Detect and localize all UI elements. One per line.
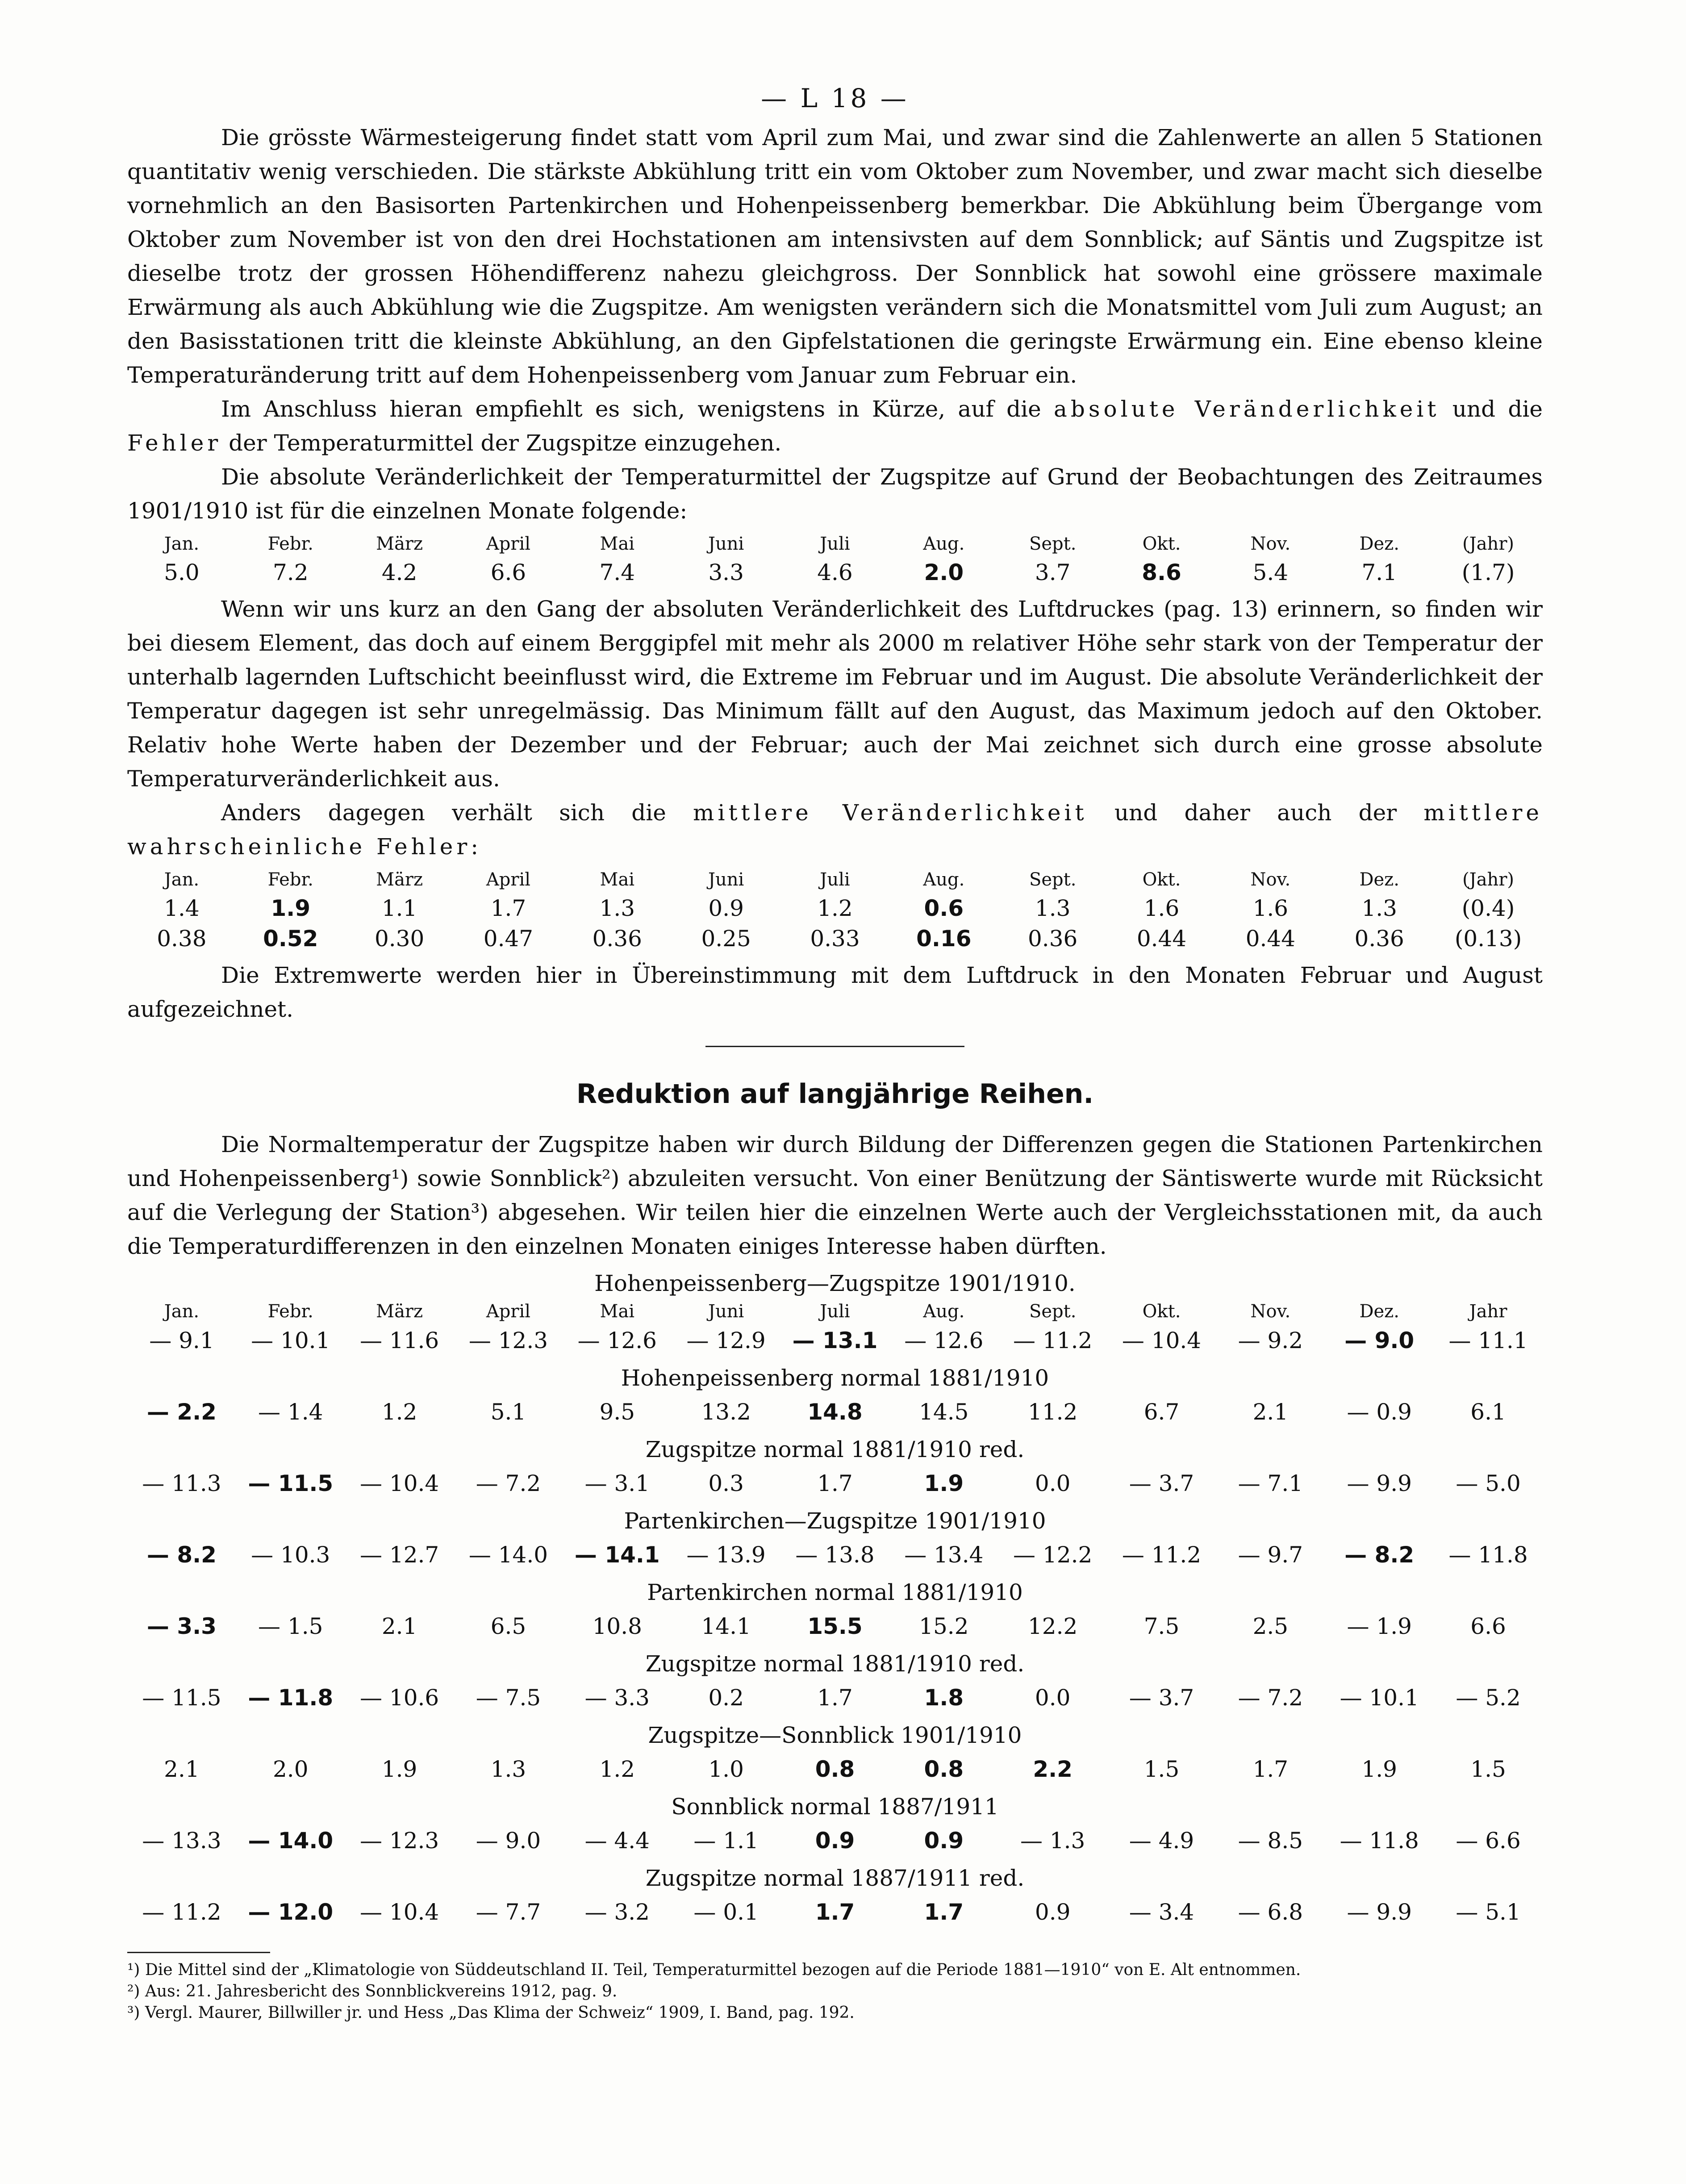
reduction-table: [127, 1823, 1543, 1858]
section-title: Reduktion auf langjährige Reihen.: [576, 1078, 1094, 1110]
paragraph-2: [127, 392, 1543, 460]
table-cell: — 3.3: [146, 1613, 217, 1639]
table-row: [127, 1609, 1543, 1644]
table-cell: 0.38: [157, 926, 207, 952]
table-caption: Zugspitze normal 1887/1911 red.: [645, 1865, 1025, 1891]
table-cell: — 3.7: [1129, 1470, 1194, 1496]
table-cell: 1.7: [815, 1899, 855, 1925]
paragraph-3: Die absolute Veränderlichkeit der Temperaturmittel der Zugspitze auf Grund der Beobachtungen des Zeitraumes 1901/1910 ist für die einzelnen Monate folgende:: [127, 464, 1543, 524]
table-cell: — 11.5: [248, 1470, 334, 1496]
table-cell: — 4.4: [584, 1828, 650, 1854]
table-cell: 0.3: [708, 1470, 744, 1496]
table-cell: — 10.4: [359, 1899, 439, 1925]
table-cell: 2.0: [924, 560, 964, 585]
table-cell: 0.25: [701, 926, 751, 952]
spaced-term-probable-error: mittlere wahrscheinliche Fehler: [127, 800, 1543, 860]
table-cell: — 12.2: [1013, 1542, 1093, 1568]
table-cell: 1.7: [1252, 1756, 1289, 1782]
table-cell: 4.6: [817, 560, 853, 585]
table-cell: 13.2: [701, 1399, 751, 1425]
table-cell: 0.9: [924, 1828, 964, 1854]
paragraph-2-mid: und die: [1440, 396, 1543, 422]
table-cell: — 7.7: [476, 1899, 541, 1925]
table-cell: — 14.0: [468, 1542, 548, 1568]
month-header: Jan.: [164, 1301, 200, 1322]
table-cell: — 11.6: [359, 1328, 439, 1353]
month-header: (Jahr): [1462, 534, 1515, 554]
paragraph-2-pre: Im Anschluss hieran empfiehlt es sich, wenigstens in Kürze, auf die: [221, 396, 1054, 422]
table-cell: 6.6: [1470, 1613, 1506, 1639]
month-header: Febr.: [267, 869, 313, 890]
table-cell: — 13.8: [795, 1542, 875, 1568]
table-cell: — 4.9: [1129, 1828, 1194, 1854]
spaced-term-absolute-variability: absolute Veränderlichkeit: [1054, 396, 1440, 422]
reduction-table: [127, 1537, 1543, 1572]
table-cell: — 9.7: [1238, 1542, 1303, 1568]
table-cell: — 3.1: [584, 1470, 650, 1496]
table-cell: — 9.0: [476, 1828, 541, 1854]
table-cell: — 1.3: [1020, 1828, 1085, 1854]
table-cell: — 11.8: [248, 1685, 334, 1711]
table-cell: — 11.1: [1448, 1328, 1528, 1353]
table-cell: 10.8: [592, 1613, 642, 1639]
table-cell: 1.9: [271, 895, 311, 921]
table-cell: 1.3: [599, 895, 635, 921]
table-cell: 14.5: [919, 1399, 969, 1425]
table-cell: 9.5: [599, 1399, 635, 1425]
month-header: Dez.: [1359, 1301, 1399, 1322]
reduction-table: [127, 1895, 1543, 1929]
month-header: Juli: [820, 869, 850, 890]
month-header: Aug.: [923, 534, 965, 554]
month-header: Sept.: [1029, 869, 1077, 890]
table-row: [127, 1537, 1543, 1572]
table-cell: 7.5: [1143, 1613, 1180, 1639]
table-cell: 1.8: [924, 1685, 964, 1711]
table-cell: — 1.1: [693, 1828, 759, 1854]
table-cell: — 11.2: [142, 1899, 221, 1925]
month-header: Juni: [708, 1301, 744, 1322]
month-header: Febr.: [267, 534, 313, 554]
month-header: Okt.: [1142, 869, 1181, 890]
month-header: März: [376, 534, 423, 554]
table-cell: 4.2: [381, 560, 417, 585]
table-cell: 0.8: [815, 1756, 855, 1782]
table-cell: — 11.8: [1448, 1542, 1528, 1568]
table-cell: — 11.2: [1122, 1542, 1202, 1568]
table-cell: 1.3: [1035, 895, 1071, 921]
table-cell: — 11.8: [1340, 1828, 1419, 1854]
table-cell: — 8.2: [146, 1542, 217, 1568]
table-cell: (0.4): [1461, 895, 1515, 921]
footnotes: [127, 1959, 1543, 2024]
table-cell: 0.36: [1028, 926, 1078, 952]
table-cell: — 11.5: [142, 1685, 221, 1711]
month-header: Sept.: [1029, 1301, 1077, 1322]
reduction-table: [127, 1300, 1543, 1358]
table-cell: 1.7: [817, 1685, 853, 1711]
table-cell: 3.7: [1035, 560, 1071, 585]
table-row: [127, 1395, 1543, 1429]
table-cell: 6.1: [1470, 1399, 1506, 1425]
table-cell: 0.30: [374, 926, 425, 952]
table-caption: Zugspitze normal 1881/1910 red.: [645, 1651, 1025, 1677]
table-cell: 7.1: [1361, 560, 1397, 585]
month-header: Mai: [600, 1301, 635, 1322]
table-cell: 0.36: [592, 926, 642, 952]
table-cell: — 3.4: [1129, 1899, 1194, 1925]
table-cell: 7.4: [599, 560, 635, 585]
month-header: Jahr: [1469, 1301, 1507, 1322]
table-cell: 2.1: [164, 1756, 200, 1782]
month-header: Juli: [820, 534, 850, 554]
table-cell: — 6.8: [1238, 1899, 1303, 1925]
table-cell: 2.1: [381, 1613, 417, 1639]
month-header: Aug.: [923, 1301, 965, 1322]
table-caption: Zugspitze—Sonnblick 1901/1910: [648, 1722, 1022, 1748]
table-cell: 0.44: [1245, 926, 1296, 952]
table-cell: — 3.2: [584, 1899, 650, 1925]
table-row: [127, 923, 1543, 954]
absolute-variability-table: [127, 530, 1543, 588]
paragraph-5-mid: und daher auch der: [1087, 800, 1424, 826]
table-cell: — 12.6: [577, 1328, 657, 1353]
table-cell: 12.2: [1028, 1613, 1078, 1639]
table-cell: 0.52: [263, 926, 318, 952]
table-cell: 15.2: [919, 1613, 969, 1639]
table-cell: — 8.5: [1238, 1828, 1303, 1854]
month-header: Juli: [820, 1301, 850, 1322]
table-cell: 1.5: [1143, 1756, 1180, 1782]
table-cell: 1.2: [381, 1399, 417, 1425]
table-caption: Partenkirchen—Zugspitze 1901/1910: [624, 1508, 1046, 1534]
month-header: Sept.: [1029, 534, 1077, 554]
table-cell: — 3.7: [1129, 1685, 1194, 1711]
month-header: (Jahr): [1462, 869, 1515, 890]
table-cell: 1.2: [817, 895, 853, 921]
month-header: April: [486, 1301, 531, 1322]
table-cell: — 0.1: [693, 1899, 759, 1925]
month-header: Dez.: [1359, 869, 1399, 890]
table-cell: — 12.6: [904, 1328, 984, 1353]
table-cell: 6.7: [1143, 1399, 1180, 1425]
paragraph-6: Die Extremwerte werden hier in Übereinstimmung mit dem Luftdruck in den Monaten Februar und August aufgezeichnet.: [127, 962, 1543, 1022]
table-cell: 0.0: [1035, 1470, 1071, 1496]
table-cell: — 5.1: [1456, 1899, 1521, 1925]
table-cell: — 12.0: [248, 1899, 334, 1925]
paragraph-5-pre: Anders dagegen verhält sich die: [221, 800, 693, 826]
table-cell: 14.1: [701, 1613, 751, 1639]
month-header: Febr.: [267, 1301, 313, 1322]
table-cell: — 2.2: [146, 1399, 217, 1425]
table-cell: 1.9: [381, 1756, 417, 1782]
table-cell: 1.0: [708, 1756, 744, 1782]
table-cell: 1.9: [924, 1470, 964, 1496]
section-divider: [705, 1046, 964, 1047]
table-cell: 7.2: [273, 560, 309, 585]
table-cell: — 7.2: [1238, 1685, 1303, 1711]
reduction-table: [127, 1680, 1543, 1715]
table-cell: — 0.9: [1347, 1399, 1412, 1425]
table-cell: (0.13): [1454, 926, 1522, 952]
table-cell: 0.2: [708, 1685, 744, 1711]
month-header: Juni: [708, 534, 744, 554]
table-cell: — 10.1: [1340, 1685, 1419, 1711]
table-cell: — 14.0: [248, 1828, 334, 1854]
paragraph-7: Die Normaltemperatur der Zugspitze haben wir durch Bildung der Differenzen gegen die Stationen Partenkirchen und Hohenpeissenberg¹) sowie Sonnblick²) abzuleiten versucht. Von einer Benützung der Säntiswerte wurde mit Rücksicht auf die Verlegung der Station³) abgesehen. Wir teilen hier die einzelnen Werte auch der Vergleichsstationen mit, da auch die Temperaturdifferenzen in den einzelnen Monaten einiges Interesse haben dürften.: [127, 1132, 1543, 1259]
table-cell: — 5.2: [1456, 1685, 1521, 1711]
footnote: ³) Vergl. Maurer, Billwiller jr. und Hess „Das Klima der Schweiz“ 1909, I. Band, pag. 192.: [127, 2004, 855, 2022]
table-caption: Hohenpeissenberg—Zugspitze 1901/1910.: [594, 1270, 1076, 1296]
table-cell: — 9.9: [1347, 1470, 1412, 1496]
table-cell: — 11.3: [142, 1470, 221, 1496]
table-cell: — 1.4: [258, 1399, 323, 1425]
month-header: Mai: [600, 534, 635, 554]
table-cell: 0.47: [483, 926, 534, 952]
table-cell: 5.1: [490, 1399, 526, 1425]
table-cell: 0.44: [1136, 926, 1187, 952]
table-cell: 1.3: [490, 1756, 526, 1782]
table-cell: 6.6: [490, 560, 526, 585]
month-header: Nov.: [1250, 534, 1291, 554]
table-row: [127, 1823, 1543, 1858]
page-header: — L 18 —: [761, 83, 909, 113]
table-row: [127, 1323, 1543, 1358]
footnote: ²) Aus: 21. Jahresbericht des Sonnblickvereins 1912, pag. 9.: [127, 1982, 618, 2000]
paragraph-5: [127, 796, 1543, 864]
table-cell: — 9.1: [149, 1328, 214, 1353]
month-header: Dez.: [1359, 534, 1399, 554]
table-cell: 0.33: [810, 926, 860, 952]
table-cell: — 1.9: [1347, 1613, 1412, 1639]
month-header: März: [376, 1301, 423, 1322]
month-header: Aug.: [923, 869, 965, 890]
table-cell: — 14.1: [574, 1542, 660, 1568]
table-cell: — 10.3: [251, 1542, 330, 1568]
table-row: [127, 1680, 1543, 1715]
table-cell: 14.8: [807, 1399, 863, 1425]
table-row: [127, 1466, 1543, 1501]
table-cell: — 11.2: [1013, 1328, 1093, 1353]
reduction-tables: [127, 1267, 1543, 1929]
table-header-row: [127, 866, 1543, 893]
spaced-term-error: Fehler: [127, 430, 222, 456]
table-cell: 6.5: [490, 1613, 526, 1639]
month-header: Okt.: [1142, 534, 1181, 554]
table-cell: 1.5: [1470, 1756, 1506, 1782]
table-cell: — 9.9: [1347, 1899, 1412, 1925]
month-header: April: [486, 869, 531, 890]
table-caption: Sonnblick normal 1887/1911: [671, 1794, 999, 1820]
table-cell: 11.2: [1028, 1399, 1078, 1425]
table-caption: Zugspitze normal 1881/1910 red.: [645, 1437, 1025, 1462]
table-cell: — 7.1: [1238, 1470, 1303, 1496]
table-cell: 1.6: [1143, 895, 1180, 921]
table-cell: — 5.0: [1456, 1470, 1521, 1496]
table-row: [127, 1752, 1543, 1787]
page-content: [127, 76, 1543, 2024]
reduction-table: [127, 1752, 1543, 1787]
table-cell: 2.2: [1033, 1756, 1073, 1782]
table-cell: 0.36: [1354, 926, 1404, 952]
reduction-table: [127, 1609, 1543, 1644]
mean-variability-table: [127, 866, 1543, 954]
table-cell: — 7.2: [476, 1470, 541, 1496]
table-cell: — 10.4: [359, 1470, 439, 1496]
table-cell: — 9.0: [1344, 1328, 1415, 1353]
table-cell: — 10.6: [359, 1685, 439, 1711]
table-cell: 2.5: [1252, 1613, 1289, 1639]
month-header: Nov.: [1250, 1301, 1291, 1322]
table-cell: — 10.1: [251, 1328, 330, 1353]
table-cell: — 8.2: [1344, 1542, 1415, 1568]
footnote-rule: [127, 1952, 270, 1953]
table-cell: 0.6: [924, 895, 964, 921]
table-cell: 1.7: [924, 1899, 964, 1925]
month-header: Jan.: [164, 534, 200, 554]
month-header: Okt.: [1142, 1301, 1181, 1322]
table-cell: — 1.5: [258, 1613, 323, 1639]
table-cell: 0.8: [924, 1756, 964, 1782]
month-header: April: [486, 534, 531, 554]
table-cell: — 13.1: [792, 1328, 878, 1353]
table-cell: 5.4: [1252, 560, 1289, 585]
month-header: Nov.: [1250, 869, 1291, 890]
table-cell: 1.4: [164, 895, 200, 921]
table-cell: — 6.6: [1456, 1828, 1521, 1854]
table-cell: — 10.4: [1122, 1328, 1202, 1353]
table-cell: — 12.7: [359, 1542, 439, 1568]
table-cell: 15.5: [807, 1613, 863, 1639]
table-cell: 0.0: [1035, 1685, 1071, 1711]
paragraph-1: Die grösste Wärmesteigerung findet statt vom April zum Mai, und zwar sind die Zahlenwerte an allen 5 Stationen quantitativ wenig verschieden. Die stärkste Abkühlung tritt ein vom Oktober zum November, und zwar macht sich dieselbe vornehmlich an den Basisorten Partenkirchen und Hohenpeissenberg bemerkbar. Die Abkühlung beim Übergange vom Oktober zum November ist von den drei Hochstationen am intensivsten auf dem Sonnblick; auf Säntis und Zugspitze ist dieselbe trotz der grossen Höhendifferenz nahezu gleichgross. Der Sonnblick hat sowohl eine grössere maximale Erwärmung als auch Abkühlung wie die Zugspitze. Am wenigsten verändern sich die Monatsmittel vom Juli zum August; an den Basisstationen tritt die kleinste Abkühlung, an den Gipfelstationen die geringste Erwärmung ein. Eine ebenso kleine Temperaturänderung tritt auf dem Hohenpeissenberg vom Januar zum Februar ein.: [127, 125, 1543, 388]
table-cell: — 12.3: [359, 1828, 439, 1854]
table-cell: 2.1: [1252, 1399, 1289, 1425]
table-cell: 1.7: [817, 1470, 853, 1496]
table-cell: 1.9: [1361, 1756, 1397, 1782]
table-header-row: [127, 1300, 1543, 1323]
month-header: Jan.: [164, 869, 200, 890]
paragraph-4: Wenn wir uns kurz an den Gang der absoluten Veränderlichkeit des Luftdruckes (pag. 13) erinnern, so finden wir bei diesem Element, das doch auf einem Berggipfel mit mehr als 2000 m relativer Höhe sehr stark von der Temperatur der unterhalb lagernden Luftschicht beeinflusst wird, die Extreme im Februar und im August. Die absolute Veränderlichkeit der Temperatur dagegen ist sehr unregelmässig. Das Minimum fällt auf den August, das Maximum jedoch auf den Oktober. Relativ hohe Werte haben der Dezember und der Februar; auch der Mai zeichnet sich durch eine grosse absolute Temperaturveränderlichkeit aus.: [127, 596, 1543, 792]
table-cell: 3.3: [708, 560, 744, 585]
table-cell: 0.16: [916, 926, 972, 952]
month-header: März: [376, 869, 423, 890]
month-header: Mai: [600, 869, 635, 890]
paragraph-2-post: der Temperaturmittel der Zugspitze einzugehen.: [221, 430, 782, 456]
table-cell: 1.7: [490, 895, 526, 921]
table-caption: Hohenpeissenberg normal 1881/1910: [621, 1365, 1049, 1391]
table-cell: 5.0: [164, 560, 200, 585]
table-cell: 1.1: [381, 895, 417, 921]
table-cell: 1.2: [599, 1756, 635, 1782]
table-cell: 1.6: [1252, 895, 1289, 921]
table-cell: 2.0: [273, 1756, 309, 1782]
table-caption: Partenkirchen normal 1881/1910: [647, 1579, 1023, 1605]
table-cell: — 7.5: [476, 1685, 541, 1711]
paragraph-5-post: :: [471, 834, 479, 860]
table-cell: 0.9: [815, 1828, 855, 1854]
table-cell: — 3.3: [584, 1685, 650, 1711]
table-row: [127, 557, 1543, 588]
table-cell: — 13.3: [142, 1828, 221, 1854]
spaced-term-mean-variability: mittlere Veränderlichkeit: [693, 800, 1088, 826]
table-cell: 0.9: [1035, 1899, 1071, 1925]
table-cell: 0.9: [708, 895, 744, 921]
reduction-table: [127, 1395, 1543, 1429]
table-cell: — 13.9: [686, 1542, 766, 1568]
table-cell: — 9.2: [1238, 1328, 1303, 1353]
table-cell: — 12.3: [468, 1328, 548, 1353]
table-cell: — 12.9: [686, 1328, 766, 1353]
table-cell: 1.3: [1361, 895, 1397, 921]
table-cell: — 13.4: [904, 1542, 984, 1568]
month-header: Juni: [708, 869, 744, 890]
table-row: [127, 1895, 1543, 1929]
reduction-table: [127, 1466, 1543, 1501]
footnote: ¹) Die Mittel sind der „Klimatologie von Süddeutschland II. Teil, Temperaturmittel bezogen auf die Periode 1881—1910“ von E. Alt entnommen.: [127, 1961, 1301, 1979]
table-header-row: [127, 530, 1543, 557]
table-cell: (1.7): [1461, 560, 1515, 585]
table-cell: 8.6: [1142, 560, 1181, 585]
table-row: [127, 893, 1543, 923]
